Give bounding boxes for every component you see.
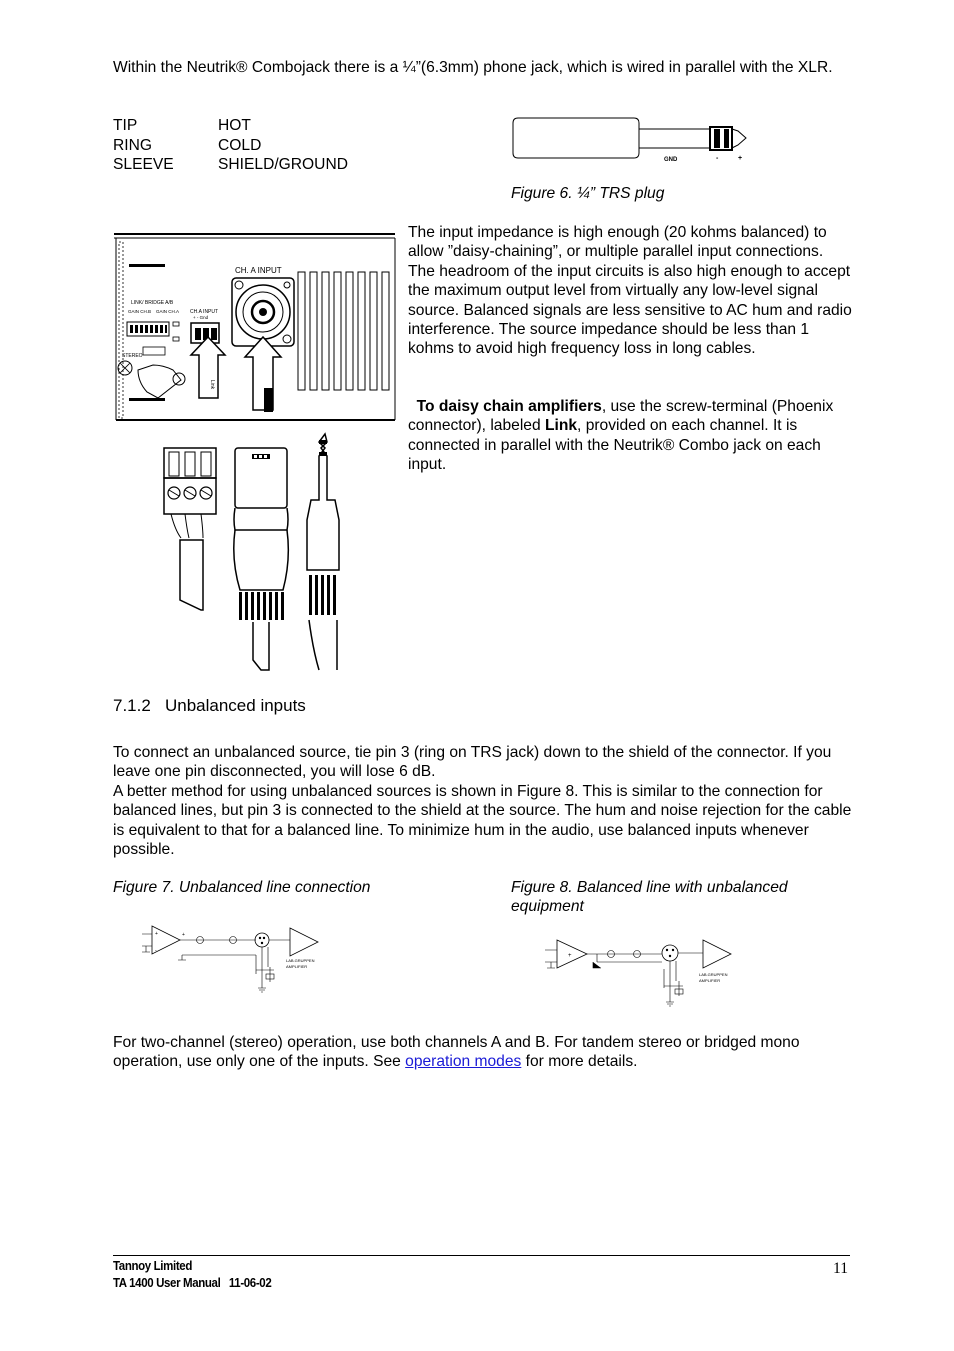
panel-terminal-pins: + - Gnd xyxy=(193,315,209,320)
wiring-signal: COLD xyxy=(218,136,262,154)
figure7-schematic xyxy=(138,922,328,998)
daisy-chain-lead: To daisy chain amplifiers xyxy=(416,398,602,415)
fig7-amp-label-1: LAB.GRUPPEN xyxy=(286,958,315,963)
trs-minus-label: - xyxy=(716,155,719,162)
panel-link-bridge-label: LINK/ BRIDGE A/B xyxy=(131,300,174,306)
input-panel-figure xyxy=(113,230,398,682)
fig8-plus-label: + xyxy=(568,953,572,959)
figure8-schematic xyxy=(537,936,737,1008)
panel-gain-ch-b-label: GAIN CH.B xyxy=(128,309,152,314)
trs-plug-figure xyxy=(510,112,760,168)
wiring-signal: HOT xyxy=(218,117,251,134)
panel-ch-a-input-label: CH. A INPUT xyxy=(235,266,282,275)
svg-text:+: + xyxy=(155,931,158,937)
stereo-text-a: For two-channel (stereo) operation, use both channels A and B. For tandem stereo or bridged mono operation, use only one of the inputs. See xyxy=(113,1034,800,1071)
unbalanced-paragraph-1: To connect an unbalanced source, tie pin 3 (ring on TRS jack) down to the shield of the connector. If you leave one pin disconnected, you will lose 6 dB. xyxy=(113,744,832,781)
operation-modes-link[interactable]: operation modes xyxy=(405,1053,522,1071)
trs-plus-label: + xyxy=(738,155,743,162)
wiring-table xyxy=(113,116,413,175)
panel-gain-ch-a-label: GAIN CH.A xyxy=(156,309,180,314)
wiring-contact: SLEEVE xyxy=(113,156,174,173)
stereo-paragraph xyxy=(113,1033,855,1072)
fig8-amp-label-1: LAB.GRUPPEN xyxy=(699,972,728,977)
wiring-signal: SHIELD/GROUND xyxy=(218,156,348,173)
wiring-contact: TIP xyxy=(113,117,138,134)
daisy-chain-paragraph xyxy=(408,397,854,475)
svg-text:Link: Link xyxy=(209,380,215,390)
footer-company: Tannoy Limited xyxy=(113,1259,192,1273)
stereo-text-b: for more details. xyxy=(521,1053,638,1071)
figure8-caption: Figure 8. Balanced line with unbalanced equipment xyxy=(511,879,788,916)
wiring-row xyxy=(113,116,413,136)
wiring-row xyxy=(113,136,413,156)
unbalanced-paragraph-2: A better method for using unbalanced sources is shown in Figure 8. This is similar to the connection for balanced lines, but pin 3 is connected to the shield at the source. The hum and noise rejection for the cable is equivalent to that for a balanced line. To minimize hum in the audio, use balanced inputs whenever possible. xyxy=(113,783,852,859)
intro-paragraph: Within the Neutrik® Combojack there is a ¼”(6.3mm) phone jack, which is wired in parallel with the XLR. xyxy=(113,59,833,76)
footer-rule xyxy=(113,1255,850,1256)
svg-text:-: - xyxy=(155,948,157,954)
section-heading: 7.1.2 Unbalanced inputs xyxy=(113,696,306,715)
trs-gnd-label: GND xyxy=(664,157,678,163)
daisy-chain-link-word: Link xyxy=(544,417,578,435)
svg-text:+: + xyxy=(182,932,185,938)
wiring-contact: RING xyxy=(113,136,152,154)
fig8-amp-label-2: AMPLIFIER xyxy=(699,978,721,983)
panel-terminal-label: CH.A INPUT xyxy=(190,309,219,315)
daisy-chain-text-a: , use the screw-terminal (Phoenix connector), labeled xyxy=(408,398,834,435)
daisy-chain-text-b: , provided on each channel. It is connected in parallel with the Neutrik® Combo jack on each input. xyxy=(408,417,821,474)
footer-manual: TA 1400 User Manual 11-06-02 xyxy=(113,1276,272,1290)
impedance-paragraph: The input impedance is high enough (20 kohms balanced) to allow ”daisy-chaining”, or multiple parallel input connections. The headroom of the input circuits is also high enough to accept the maximum output level from virtually any low-level signal source. Balanced signals are less sensitive to AC hum and radio interference. The source impedance should be less than 1 kohms to avoid high frequency loss in long cables. xyxy=(408,224,852,358)
figure6-caption: Figure 6. ¼” TRS plug xyxy=(511,185,665,202)
figure7-caption: Figure 7. Unbalanced line connection xyxy=(113,879,371,896)
fig7-amp-label-2: AMPLIFIER xyxy=(286,964,308,969)
panel-stereo-label: STEREO xyxy=(122,353,143,359)
page-number: 11 xyxy=(833,1260,849,1277)
wiring-row xyxy=(113,155,413,175)
